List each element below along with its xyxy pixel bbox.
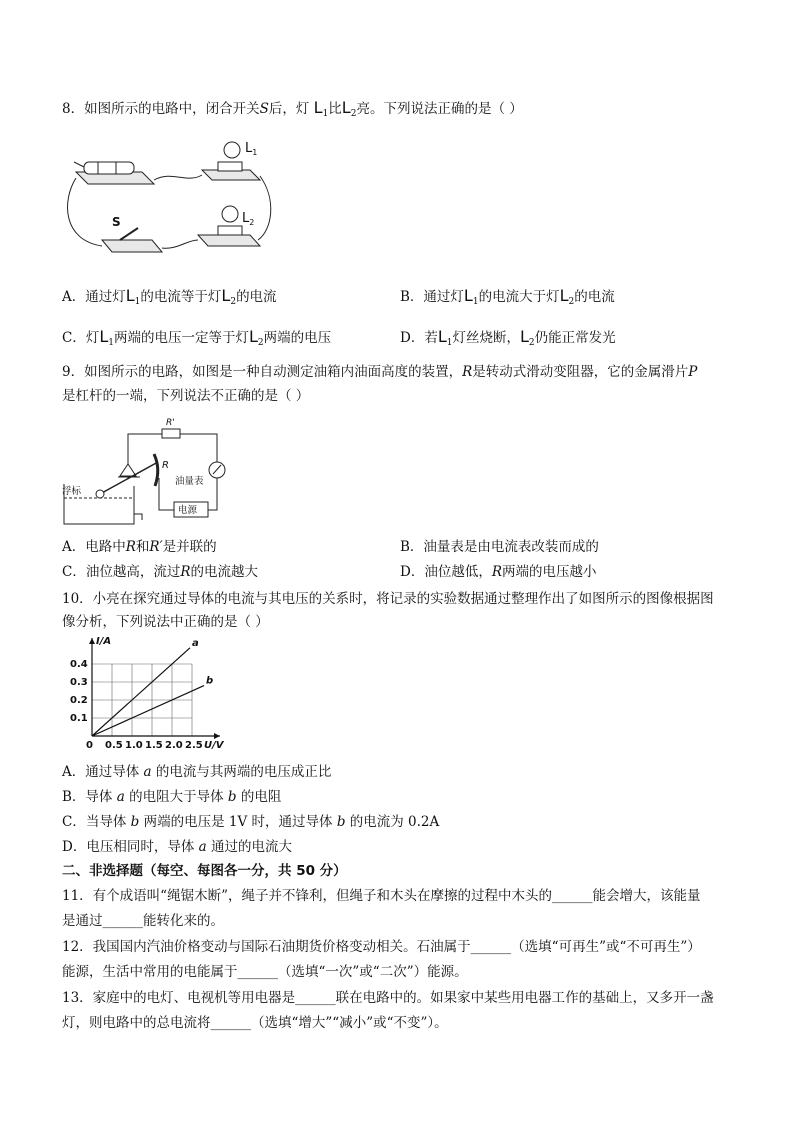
q8-circuit-figure <box>62 140 272 265</box>
q9-option-a[interactable]: A．电路中R和R′是并联的 <box>62 539 217 555</box>
q8-option-b[interactable]: B．通过灯$L_1$的电流大于灯$L_2$的电流 <box>400 286 615 307</box>
x-tick-label: 2.0 <box>165 740 183 751</box>
x-tick-label: 1.0 <box>125 740 143 751</box>
q9-option-d[interactable]: D．油位越低，R两端的电压越小 <box>400 564 597 580</box>
label-r: R <box>162 460 169 471</box>
label-r-prime: R' <box>166 418 175 428</box>
q9-option-b[interactable]: B．油量表是由电流表改装而成的 <box>400 539 599 555</box>
q8-option-c[interactable]: C．灯$L_1$两端的电压一定等于灯$L_2$两端的电压 <box>62 327 332 348</box>
x-tick-label: 0 <box>86 740 93 751</box>
label-s: S <box>112 215 121 229</box>
q9-oil-gauge-figure <box>62 414 232 529</box>
y-tick-label: 0.3 <box>70 677 88 688</box>
section-2-heading: 二、非选择题（每空、每图各一分，共 50 分） <box>62 863 347 879</box>
y-tick-label: 0.4 <box>70 659 88 670</box>
q8-option-a[interactable]: A．通过灯$L_1$的电流等于灯$L_2$的电流 <box>62 286 277 307</box>
x-tick-label: 2.5 <box>185 740 203 751</box>
label-l2: $L_2$ <box>242 211 255 227</box>
q10-option-d[interactable]: D．电压相同时，导体 a 通过的电流大 <box>62 839 292 855</box>
q10-option-a[interactable]: A．通过导体 a 的电流与其两端的电压成正比 <box>62 764 332 780</box>
q9-option-c[interactable]: C．油位越高，流过R的电流越大 <box>62 564 259 580</box>
q13-line1: 13．家庭中的电灯、电视机等用电器是______联在电路中的。如果家中某些用电器工作的基础上，又多开一盏 <box>62 990 714 1006</box>
q10-option-c[interactable]: C．当导体 b 两端的电压是 1V 时，通过导体 b 的电流为 0.2A <box>62 814 440 830</box>
label-l1: $L_1$ <box>245 141 258 157</box>
q12-line2: 能源，生活中常用的电能属于______（选填“一次”或“二次”）能源。 <box>62 964 468 980</box>
y-axis-arrow <box>89 638 95 644</box>
series-line-a <box>92 648 190 736</box>
q13-line2: 灯，则电路中的总电流将______（选填“增大”“减小”或“不变”）。 <box>62 1015 448 1031</box>
q10-stem-line2: 像分析，下列说法中正确的是（ ） <box>62 614 269 630</box>
q10-stem-line1: 10．小亮在探究通过导体的电流与其电压的关系时，将记录的实验数据通过整理作出了如图所示的图像根据图 <box>62 591 714 607</box>
x-axis-arrow <box>214 733 220 739</box>
label-float: 浮标 <box>62 486 82 497</box>
x-tick-label: 0.5 <box>105 740 123 751</box>
series-line-b <box>92 686 204 736</box>
label-oil-meter: 油量表 <box>175 476 204 487</box>
q11-line2: 是通过______能转化来的。 <box>62 913 224 929</box>
x-axis-label: U/V <box>204 740 224 751</box>
q10-option-b[interactable]: B．导体 a 的电阻大于导体 b 的电阻 <box>62 789 282 805</box>
q11-line1: 11．有个成语叫“绳锯木断”，绳子并不锋利，但绳子和木头在摩擦的过程中木头的______能会增大，该能量 <box>62 888 701 904</box>
series-label-a: a <box>192 637 199 649</box>
q8-option-d[interactable]: D．若$L_1$灯丝烧断，$L_2$仍能正常发光 <box>400 327 616 348</box>
q9-stem-line1: 9．如图所示的电路，如图是一种自动测定油箱内油面高度的装置，R是转动式滑动变阻器，它的金属滑片P <box>62 364 698 380</box>
y-axis-label: I/A <box>96 636 112 647</box>
y-tick-label: 0.2 <box>70 695 88 706</box>
label-power: 电源 <box>178 505 198 516</box>
q10-iu-chart <box>62 636 232 754</box>
y-tick-label: 0.1 <box>70 713 88 724</box>
q12-line1: 12．我国国内汽油价格变动与国际石油期货价格变动相关。石油属于______（选填“可再生”或“不可再生”） <box>62 939 701 955</box>
q9-stem-line2: 是杠杆的一端，下列说法不正确的是（ ） <box>62 388 310 404</box>
q8-stem: 8．如图所示的电路中，闭合开关S后，灯 $L_1$比$L_2$亮。下列说法正确的是（ ） <box>62 98 523 119</box>
series-label-b: b <box>206 675 214 687</box>
x-tick-label: 1.5 <box>145 740 163 751</box>
